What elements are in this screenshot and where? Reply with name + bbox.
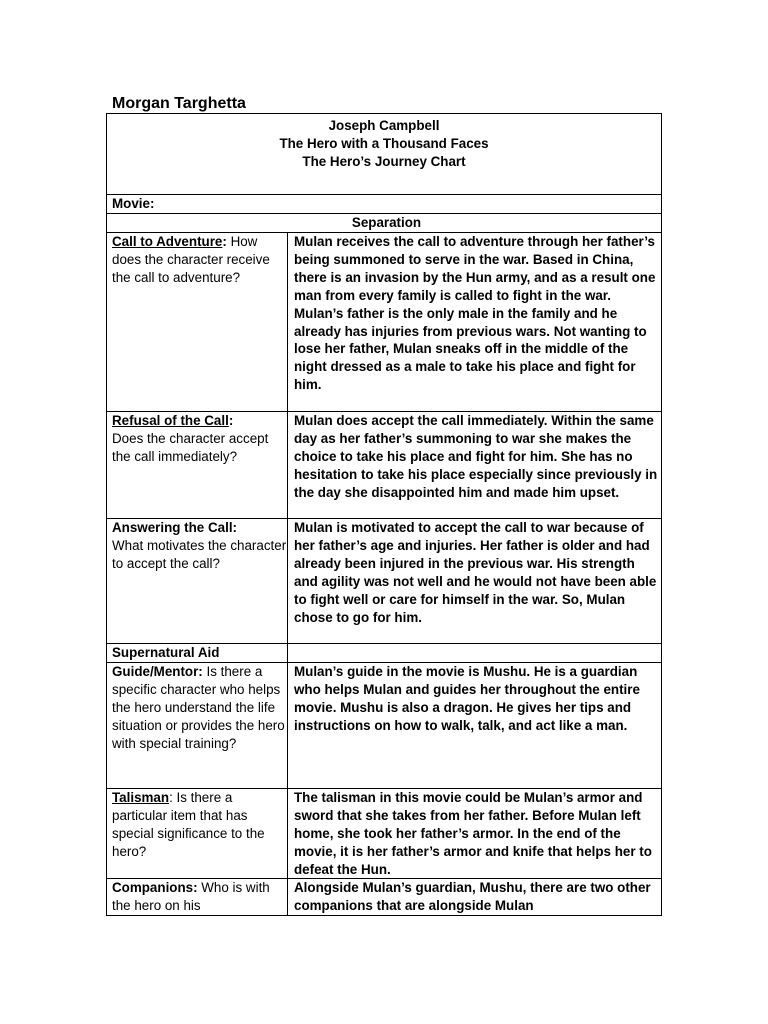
movie-row — [107, 195, 662, 214]
answer-cell-companions: Alongside Mulan’s guardian, Mushu, there are two other companions that are alongside Mulan — [288, 879, 662, 916]
answer-cell-answering-the-call: Mulan is motivated to accept the call to war because of her father’s age and injuries. Her father is older and had already been injured in the previous war. His strength and agility was not well and he would not have been able to fight well or care for himself in the war. So, Mulan chose to go for him. — [288, 519, 662, 644]
stage-title: Companions: — [112, 880, 198, 896]
answer-cell-talisman: The talisman in this movie could be Mulan’s armor and sword that she takes from her father. Before Mulan left home, she took her father’s armor. In the end of the movie, it is her father’s armor and knife that helps her to defeat the Hun. — [288, 788, 662, 879]
question-cell-call-to-adventure — [107, 233, 288, 412]
question-cell-refusal-of-the-call — [107, 412, 288, 519]
header-author: Joseph Campbell — [328, 118, 440, 133]
section-row — [107, 214, 662, 233]
table-row — [107, 644, 662, 663]
author-name: Morgan Targhetta — [112, 95, 246, 112]
stage-title: Refusal of the Call — [112, 413, 229, 428]
header-chart-title: The Hero’s Journey Chart — [302, 153, 466, 169]
question-cell-answering-the-call — [107, 519, 288, 644]
section-label-separation: Separation — [107, 214, 662, 233]
stage-title-colon: : — [222, 234, 227, 249]
question-cell-companions — [107, 879, 288, 916]
movie-label: Movie: — [107, 195, 662, 214]
header-book-title: The Hero with a Thousand Faces — [279, 135, 489, 151]
answer-cell-call-to-adventure: Mulan receives the call to adventure through her father’s being summoned to serve in the war. Based in China, there is an invasion by the Hun army, and as a result one man from every family is called to fight in the war. Mulan’s father is the only male in the family and he already has injuries from previous wars. Not wanting to lose her father, Mulan sneaks off in the middle of the night dressed as a male to take his place and fight for him. — [288, 233, 662, 412]
stage-heading-supernatural-aid: Supernatural Aid — [107, 644, 288, 663]
answer-cell-refusal-of-the-call: Mulan does accept the call immediately. Within the same day as her father’s summoning to war she makes the choice to take his place and fight for him. She has no hesitation to take his place especially since previously in the day she disappointed him and made him upset. — [288, 412, 662, 519]
stage-title: Call to Adventure — [112, 234, 223, 249]
stage-title-colon: : — [228, 413, 234, 428]
question-cell-guide-mentor — [107, 662, 288, 788]
chart-header — [107, 114, 662, 195]
stage-question: Does the character accept the call immediately? — [112, 430, 269, 464]
stage-title: Guide/Mentor: — [112, 663, 203, 679]
stage-question: Who is with the hero on his — [112, 880, 270, 914]
stage-question: What motivates the character to accept the call? — [112, 537, 287, 571]
stage-title: Answering the Call: — [112, 520, 237, 535]
table-row — [107, 233, 662, 412]
answer-cell-guide-mentor: Mulan’s guide in the movie is Mushu. He is a guardian who helps Mulan and guides her throughout the entire movie. Mushu is also a dragon. He gives her tips and instructions on how to walk, talk, and act like a man. — [288, 662, 662, 788]
chart-header-row — [107, 114, 662, 195]
stage-title: Talisman — [112, 789, 170, 805]
stage-question: : Is there a particular item that has special significance to the hero? — [112, 789, 265, 859]
table-row — [107, 662, 662, 788]
question-cell-talisman — [107, 788, 288, 879]
stage-question: Is there a specific character who helps the hero understand the life situation or provides the hero with special training? — [112, 663, 285, 751]
empty-answer-cell — [288, 644, 662, 663]
table-row — [107, 788, 662, 879]
stage-question: How does the character receive the call to adventure? — [112, 234, 270, 285]
table-row — [107, 519, 662, 644]
heros-journey-chart — [106, 113, 662, 916]
table-row — [107, 879, 662, 916]
table-row — [107, 412, 662, 519]
